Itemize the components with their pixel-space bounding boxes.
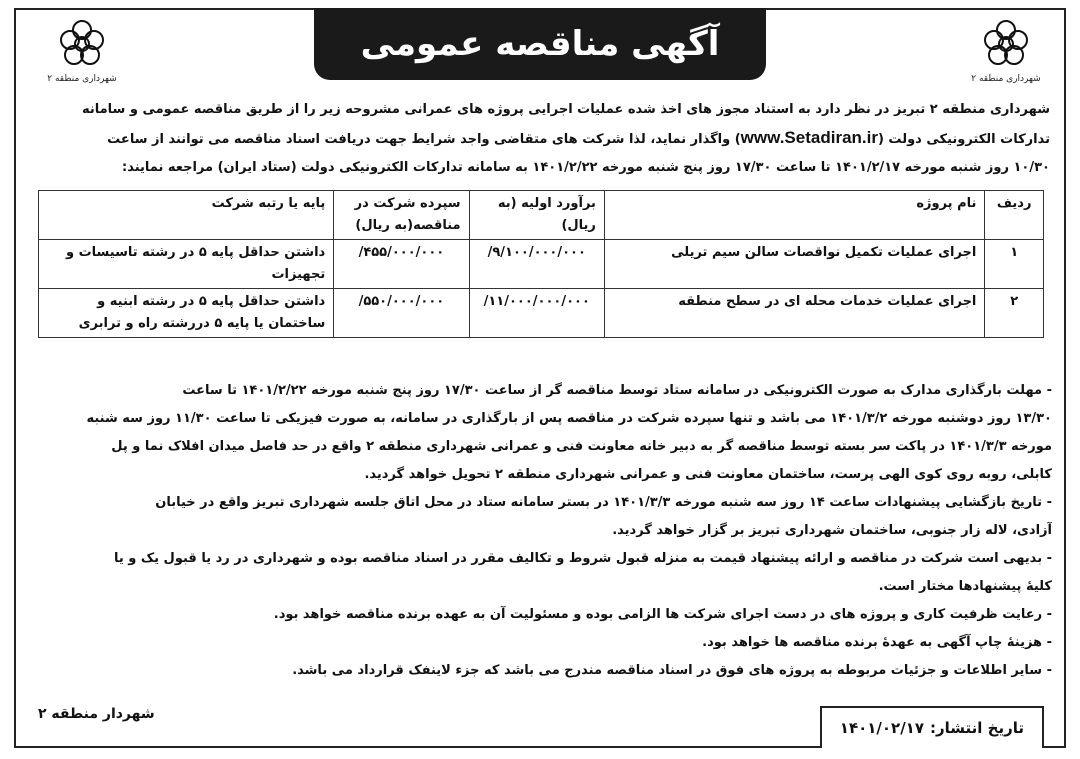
upload-deadline-heading: - مهلت بارگذاری مدارک به صورت الکترونیکی در سامانه ستاد — [662, 383, 1052, 398]
flower-emblem-icon — [56, 18, 108, 70]
body-line: مورخه ۱۴۰۱/۳/۳ در پاکت سر بسته توسط مناقصه گر به دبیر خانه معاونت فنی و عمرانی شهرداری منطقه ۲ واقع در حد فاصل میدان افلاک نما و پل — [111, 439, 1052, 454]
table-row — [39, 289, 1044, 338]
body-line: - هزینۀ چاپ آگهی به عهدۀ برنده مناقصه ها خواهد بود. — [702, 635, 1052, 650]
signature: شهردار منطقه ۲ — [38, 706, 155, 722]
table-row — [39, 240, 1044, 289]
body-line: کابلی، روبه روی کوی الهی پرست، ساختمان معاونت فنی و عمرانی شهرداری منطقه ۲ تحویل خواهد گردید. — [364, 467, 1052, 482]
cell-no: ۲ — [985, 289, 1044, 338]
publish-label: تاریخ انتشار: — [930, 719, 1024, 737]
body-line: کلیۀ پیشنهادها مختار است. — [878, 579, 1052, 594]
header-estimate: برآورد اولیه (به ریال) — [469, 191, 604, 240]
opening-date-heading: - تاریخ بازگشایی پیشنهادات — [874, 495, 1052, 510]
tender-notice — [14, 8, 1066, 748]
cell-deposit: ۵۵۰/۰۰۰/۰۰۰/ — [334, 289, 469, 338]
body-line: - مهلت بارگذاری مدارک به صورت الکترونیکی در سامانه ستاد توسط مناقصه گر از ساعت ۱۷/۳۰ روز پنج شنبه مورخه ۱۴۰۱/۲/۲۲ تا ساعت — [182, 383, 1052, 398]
table-header-row — [39, 191, 1044, 240]
projects-table — [38, 190, 1044, 338]
publish-date-box — [820, 706, 1044, 748]
intro-line: شهرداری منطقه ۲ تبریز در نظر دارد به استناد مجوز های اخذ شده عملیات اجرایی پروژه های عمرانی مشروحه زیر را از طریق مناقصه عمومی و سامانه — [81, 102, 1050, 117]
notice-title: آگهی مناقصه عمومی — [314, 8, 766, 80]
body-line: - سایر اطلاعات و جزئیات مربوطه به پروژه های فوق در اسناد مناقصه مندرج می باشد که جزء لاینفک قرارداد می باشد. — [292, 663, 1052, 678]
municipality-logo-left — [42, 18, 122, 92]
cell-project-name: اجرای عملیات تکمیل نواقصات سالن سیم تریلی — [604, 240, 984, 289]
logo-caption: شهرداری منطقه ۲ — [47, 74, 117, 84]
intro-line: تدارکات الکترونیکی دولت (www.Setadiran.ir) واگذار نماید، لذا شرکت های متقاضی واجد شرایط جهت دریافت اسناد مناقصه می توانند از ساعت — [107, 128, 1050, 147]
header-deposit: سپرده شرکت در مناقصه(به ریال) — [334, 191, 469, 240]
header-project-name: نام پروژه — [604, 191, 984, 240]
flower-emblem-icon — [980, 18, 1032, 70]
cell-estimate: ۱۱/۰۰۰/۰۰۰/۰۰۰/ — [469, 289, 604, 338]
publish-date: ۱۴۰۱/۰۲/۱۷ — [839, 719, 924, 737]
cell-deposit: ۴۵۵/۰۰۰/۰۰۰/ — [334, 240, 469, 289]
cell-estimate: ۹/۱۰۰/۰۰۰/۰۰۰/ — [469, 240, 604, 289]
body-line: - رعایت ظرفیت کاری و پروژه های در دست اجرای شرکت ها الزامی بوده و مسئولیت آن به عهده برنده مناقصه خواهد بود. — [273, 607, 1052, 622]
body-line: ۱۳/۳۰ روز دوشنبه مورخه ۱۴۰۱/۳/۲ می باشد و تنها سپرده شرکت در مناقصه پس از بارگذاری در سامانه، به صورت فیزیکی تا ساعت ۱۱/۳۰ روز سه شنبه — [86, 411, 1052, 426]
body-line: آزادی، لاله زار جنوبی، ساختمان شهرداری تبریز بر گزار خواهد گردید. — [612, 523, 1052, 538]
cell-no: ۱ — [985, 240, 1044, 289]
municipality-logo-right — [966, 18, 1046, 92]
cell-grade: داشتن حداقل پایه ۵ در رشته ابنیه و ساختمان یا پایه ۵ دررشته راه و ترابری — [39, 289, 334, 338]
body-line: - تاریخ بازگشایی پیشنهادات ساعت ۱۴ روز سه شنبه مورخه ۱۴۰۱/۳/۳ در بستر سامانه ستاد در محل اتاق جلسه شهرداری تبریز واقع در خیابان — [155, 495, 1052, 510]
header-grade: پایه یا رتبه شرکت — [39, 191, 334, 240]
body-line: - بدیهی است شرکت در مناقصه و ارائه پیشنهاد قیمت به منزله قبول شروط و تکالیف مقرر در اسناد مناقصه بوده و شهرداری در رد یا قبول یک و یا — [113, 551, 1052, 566]
header-row-no: ردیف — [985, 191, 1044, 240]
intro-line: ۱۰/۳۰ روز شنبه مورخه ۱۴۰۱/۲/۱۷ تا ساعت ۱۷/۳۰ روز پنج شنبه مورخه ۱۴۰۱/۲/۲۲ به سامانه تدارکات الکترونیکی دولت (ستاد ایران) مراجعه نمایند: — [122, 160, 1050, 175]
website-link[interactable]: www.Setadiran.ir — [740, 128, 878, 147]
logo-caption: شهرداری منطقه ۲ — [971, 74, 1041, 84]
intro-paragraph — [30, 96, 1050, 182]
cell-grade: داشتن حداقل پایه ۵ در رشته تاسیسات و تجهیزات — [39, 240, 334, 289]
cell-project-name: اجرای عملیات خدمات محله ای در سطح منطقه — [604, 289, 984, 338]
notice-body — [28, 377, 1052, 685]
